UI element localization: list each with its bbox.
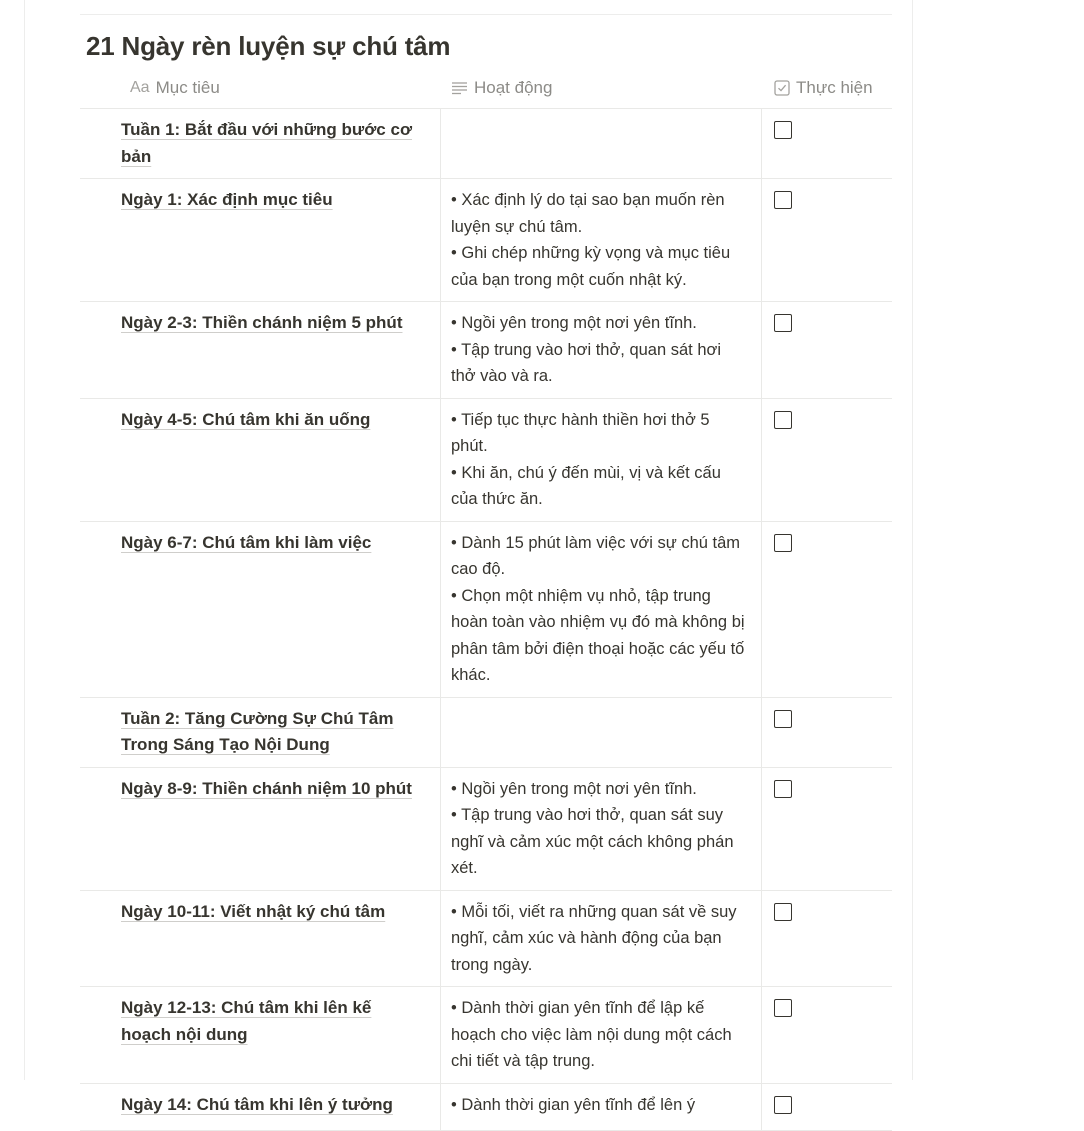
activity-line: • Dành thời gian yên tĩnh để lên ý [451, 1092, 749, 1119]
table-row[interactable] [80, 302, 892, 399]
table-row[interactable] [80, 768, 892, 891]
done-cell [762, 522, 892, 697]
done-checkbox[interactable] [774, 534, 792, 552]
goal-title[interactable]: Ngày 2-3: Thiền chánh niệm 5 phút [121, 313, 402, 332]
done-cell [762, 768, 892, 890]
done-cell [762, 109, 892, 178]
activity-cell[interactable] [441, 302, 762, 398]
activity-line: • Ngồi yên trong một nơi yên tĩnh. [451, 310, 749, 337]
activity-cell[interactable] [441, 891, 762, 987]
column-header-label: Hoạt động [474, 78, 552, 98]
activity-line: • Ngồi yên trong một nơi yên tĩnh. [451, 776, 749, 803]
goal-title[interactable]: Ngày 1: Xác định mục tiêu [121, 190, 333, 209]
goal-cell[interactable] [80, 768, 441, 890]
goal-title[interactable]: Ngày 12-13: Chú tâm khi lên kế hoạch nội dung [121, 998, 371, 1044]
database-table [80, 68, 892, 1131]
activity-cell[interactable] [441, 768, 762, 890]
checkbox-icon [774, 80, 790, 96]
goal-cell[interactable] [80, 522, 441, 697]
done-checkbox[interactable] [774, 903, 792, 921]
done-checkbox[interactable] [774, 999, 792, 1017]
table-row[interactable] [80, 1084, 892, 1131]
activity-line: • Khi ăn, chú ý đến mùi, vị và kết cấu của thức ăn. [451, 460, 749, 513]
activity-line: • Dành 15 phút làm việc với sự chú tâm cao độ. [451, 530, 749, 583]
column-header-goal[interactable] [80, 68, 441, 108]
activity-cell[interactable] [441, 1084, 762, 1131]
done-cell [762, 891, 892, 987]
goal-title[interactable]: Ngày 4-5: Chú tâm khi ăn uống [121, 410, 370, 429]
goal-title[interactable]: Ngày 6-7: Chú tâm khi làm việc [121, 533, 371, 552]
done-cell [762, 698, 892, 767]
activity-cell[interactable] [441, 987, 762, 1083]
done-checkbox[interactable] [774, 121, 792, 139]
done-cell [762, 1084, 892, 1131]
activity-line: • Tập trung vào hơi thở, quan sát suy nghĩ và cảm xúc một cách không phán xét. [451, 802, 749, 882]
activity-line: • Xác định lý do tại sao bạn muốn rèn luyện sự chú tâm. [451, 187, 749, 240]
goal-cell[interactable] [80, 109, 441, 178]
activity-line: • Dành thời gian yên tĩnh để lập kế hoạch cho việc làm nội dung một cách chi tiết và tập trung. [451, 995, 749, 1075]
goal-cell[interactable] [80, 399, 441, 521]
table-row[interactable] [80, 399, 892, 522]
right-divider [912, 0, 913, 1080]
done-checkbox[interactable] [774, 191, 792, 209]
goal-title[interactable]: Ngày 14: Chú tâm khi lên ý tưởng [121, 1095, 393, 1114]
column-header-label: Mục tiêu [156, 78, 220, 98]
goal-title[interactable]: Tuần 1: Bắt đầu với những bước cơ bản [121, 120, 412, 166]
activity-line: • Tiếp tục thực hành thiền hơi thở 5 phút. [451, 407, 749, 460]
column-header-activity[interactable] [441, 68, 762, 108]
table-row[interactable] [80, 891, 892, 988]
activity-cell[interactable] [441, 109, 762, 178]
column-header-done[interactable] [762, 68, 892, 108]
goal-title[interactable]: Ngày 8-9: Thiền chánh niệm 10 phút [121, 779, 412, 798]
done-cell [762, 987, 892, 1083]
table-row[interactable] [80, 179, 892, 302]
goal-cell[interactable] [80, 891, 441, 987]
table-row[interactable] [80, 698, 892, 768]
activity-line: • Ghi chép những kỳ vọng và mục tiêu của bạn trong một cuốn nhật ký. [451, 240, 749, 293]
done-checkbox[interactable] [774, 1096, 792, 1114]
table-row[interactable] [80, 522, 892, 698]
done-checkbox[interactable] [774, 411, 792, 429]
column-header-label: Thực hiện [796, 78, 873, 98]
goal-cell[interactable] [80, 987, 441, 1083]
done-cell [762, 302, 892, 398]
left-divider [24, 0, 25, 1080]
table-body [80, 109, 892, 1131]
done-cell [762, 179, 892, 301]
goal-cell[interactable] [80, 1084, 441, 1131]
done-checkbox[interactable] [774, 780, 792, 798]
goal-cell[interactable] [80, 302, 441, 398]
activity-line: • Tập trung vào hơi thở, quan sát hơi thở vào và ra. [451, 337, 749, 390]
goal-title[interactable]: Tuần 2: Tăng Cường Sự Chú Tâm Trong Sáng Tạo Nội Dung [121, 709, 394, 755]
done-cell [762, 399, 892, 521]
top-divider [80, 14, 892, 15]
activity-cell[interactable] [441, 399, 762, 521]
activity-cell[interactable] [441, 522, 762, 697]
activity-cell[interactable] [441, 179, 762, 301]
activity-cell[interactable] [441, 698, 762, 767]
table-row[interactable] [80, 987, 892, 1084]
activity-line: • Chọn một nhiệm vụ nhỏ, tập trung hoàn toàn vào nhiệm vụ đó mà không bị phân tâm bởi điện thoại hoặc các yếu tố khác. [451, 583, 749, 689]
text-lines-icon [451, 81, 468, 95]
activity-line: • Mỗi tối, viết ra những quan sát về suy nghĩ, cảm xúc và hành động của bạn trong ngày. [451, 899, 749, 979]
done-checkbox[interactable] [774, 314, 792, 332]
table-row[interactable] [80, 109, 892, 179]
goal-cell[interactable] [80, 698, 441, 767]
database-title[interactable]: 21 Ngày rèn luyện sự chú tâm [86, 28, 450, 64]
goal-cell[interactable] [80, 179, 441, 301]
table-header [80, 68, 892, 109]
text-property-icon: Aa [130, 79, 150, 97]
goal-title[interactable]: Ngày 10-11: Viết nhật ký chú tâm [121, 902, 385, 921]
done-checkbox[interactable] [774, 710, 792, 728]
